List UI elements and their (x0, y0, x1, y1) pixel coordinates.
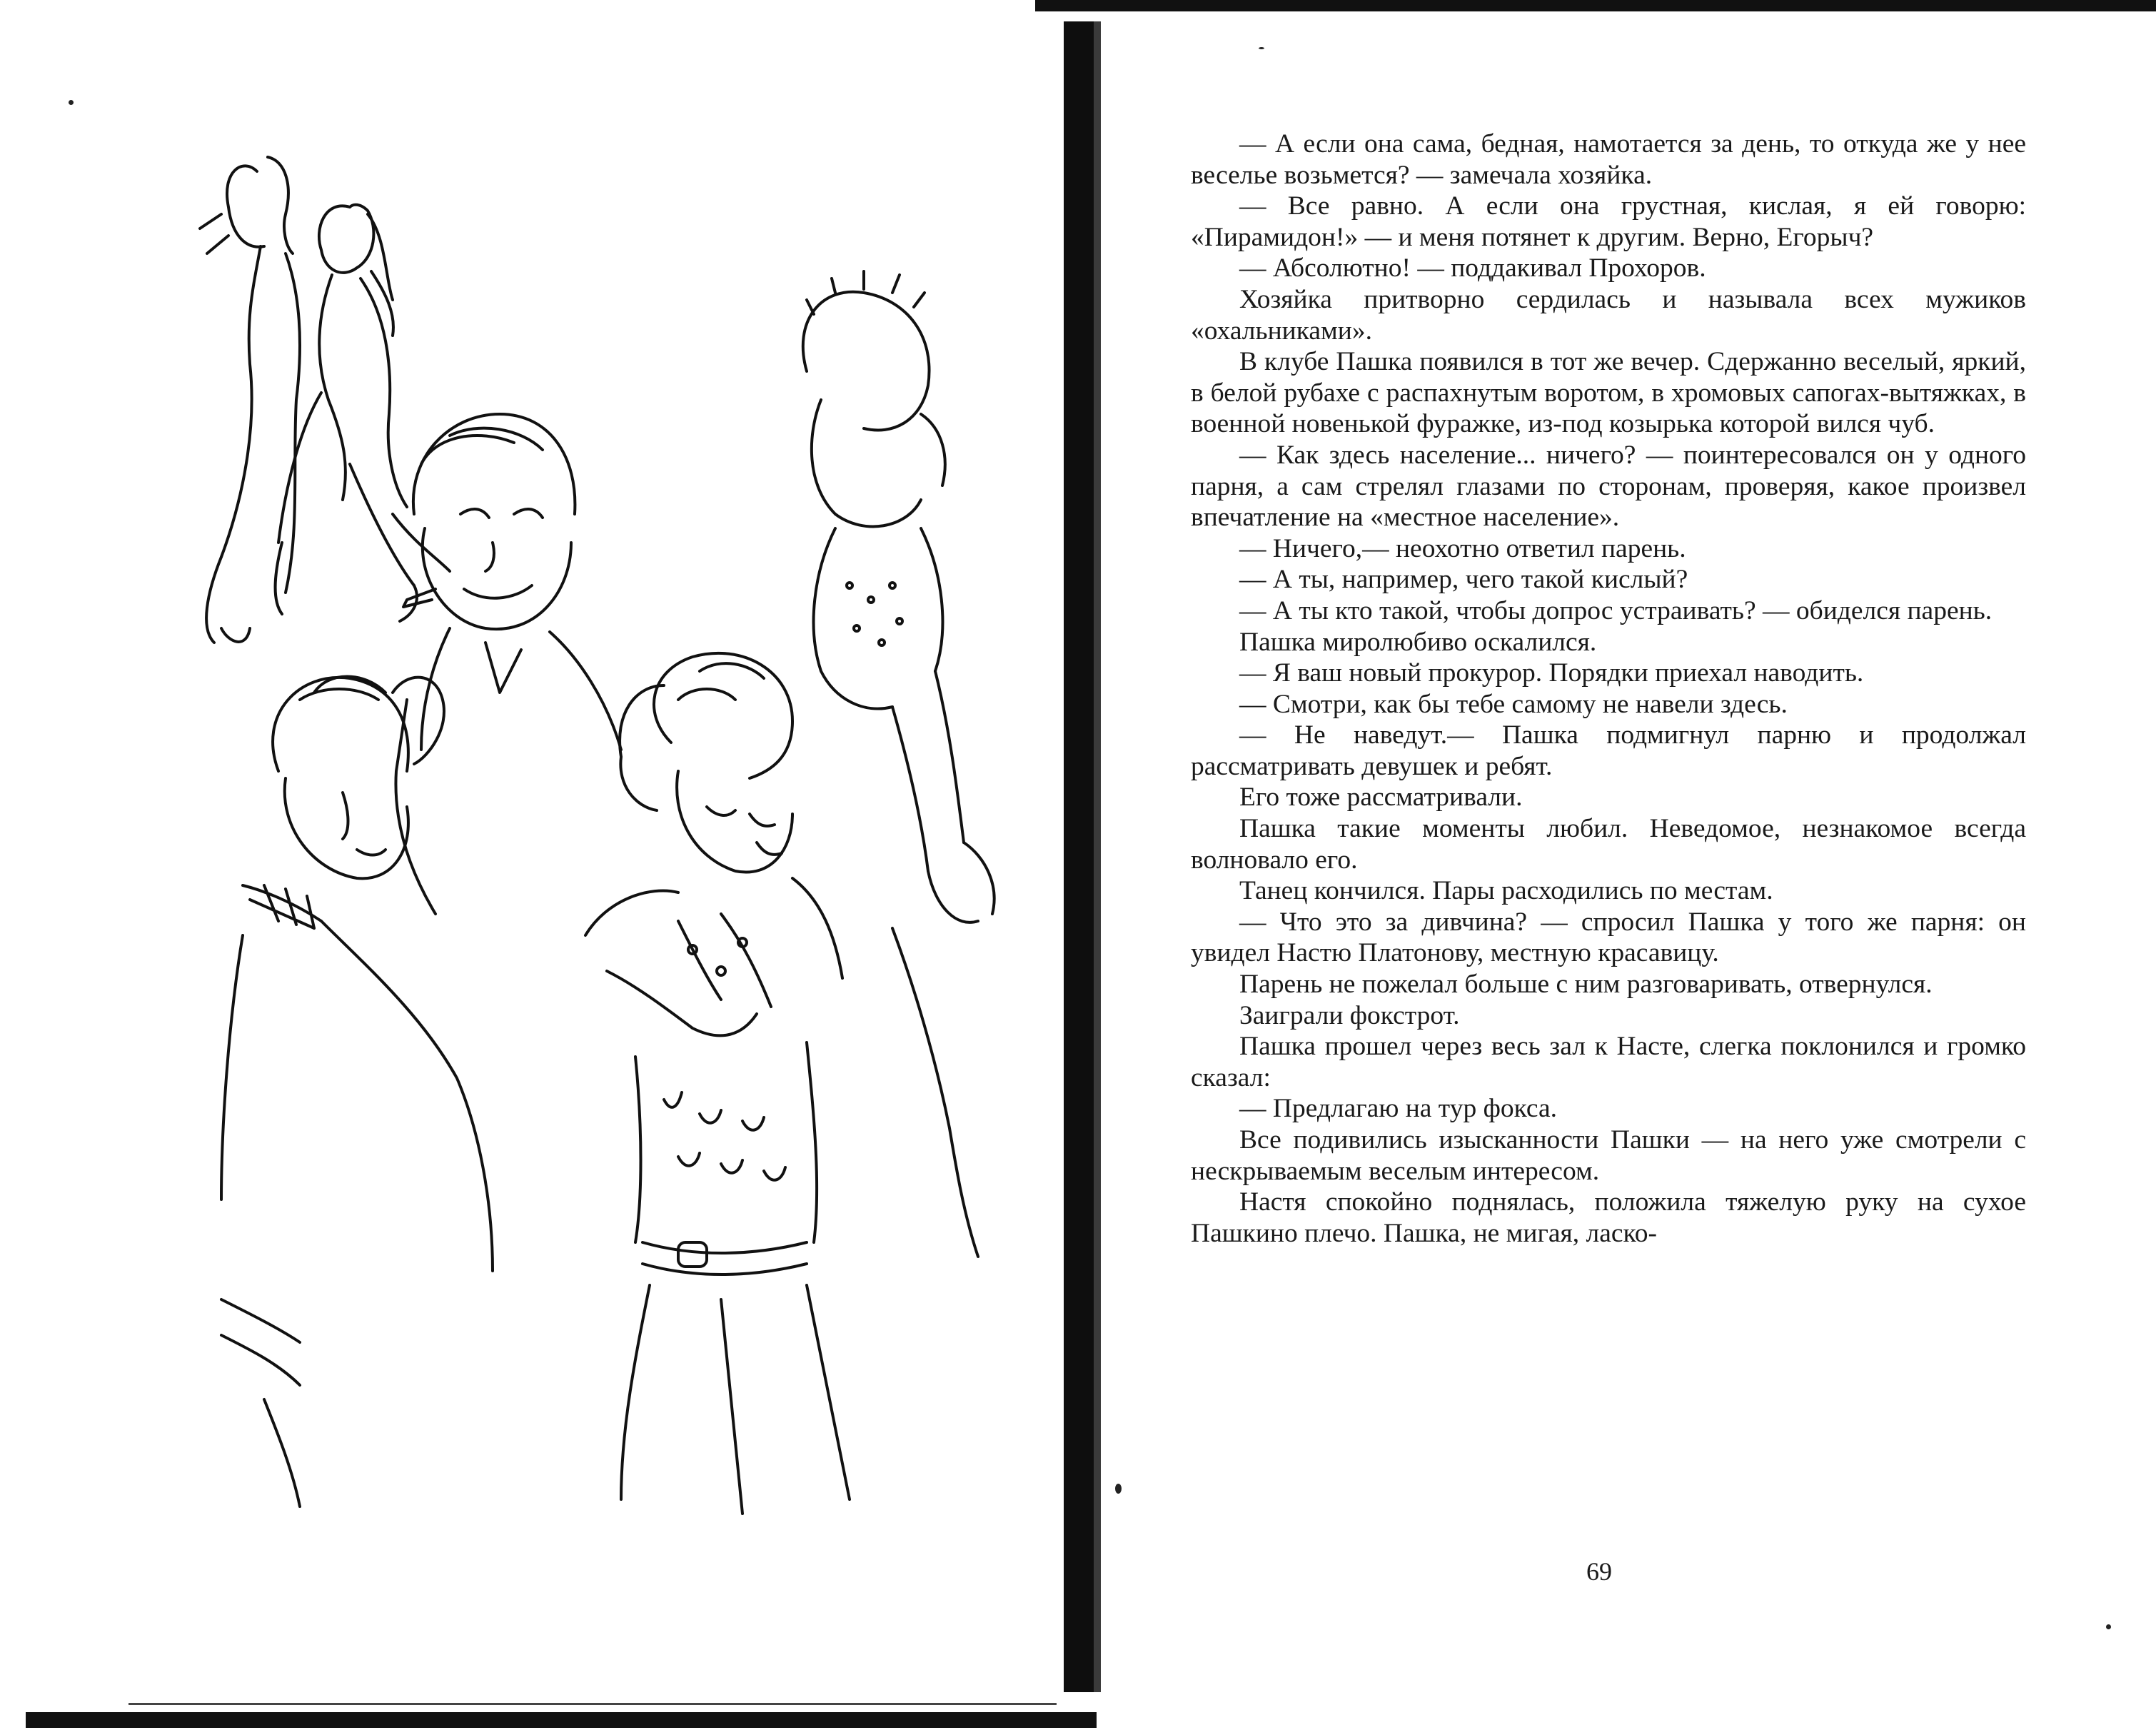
paragraph: Парень не пожелал больше с ним разговаривать, отвернулся. (1239, 970, 1933, 1000)
paragraph: Настя спокойно поднялась, положила тяжелую руку на сухое Пашкино плечо. Пашка, не мигая, ласко- (1191, 1187, 2026, 1248)
book-gutter (1064, 21, 1094, 1692)
speck (2106, 1624, 2111, 1629)
paragraph: — А ты кто такой, чтобы допрос устраивать? — обиделся парень. (1239, 595, 1993, 625)
paragraph: — Что это за дивчина? — спросил Пашка у того же парня: он увидел Настю Платонову, местную красавицу. (1191, 907, 2026, 968)
paragraph: — А ты, например, чего такой кислый? (1239, 565, 1688, 595)
paragraph: — Как здесь население... ничего? — поинтересовался он у одного парня, а сам стрелял глазами по сторонам, проверяя, какое произвел впечатление на «местное население». (1191, 440, 2026, 533)
paragraph: Пашка миролюбиво оскалился. (1239, 627, 1597, 657)
smiling-man-figure (393, 414, 621, 914)
scan-edge-bottom (26, 1712, 1097, 1728)
page-number: 69 (1586, 1557, 1612, 1586)
paragraph: — Ничего,— неохотно ответил парень. (1239, 533, 1686, 563)
curly-haired-woman-figure (585, 653, 850, 1514)
book-gutter-shadow (1094, 21, 1101, 1692)
paragraph: Его тоже рассматривали. (1239, 783, 1523, 813)
paragraph: — Не наведут.— Пашка подмигнул парню и продолжал рассматривать девушек и ребят. (1191, 720, 2026, 781)
paragraph: — Смотри, как бы тебе самому не навели здесь. (1239, 689, 1788, 719)
paragraph: — А если она сама, бедная, намотается за день, то откуда же у нее веселье возьмется? — замечала хозяйка. (1191, 129, 2026, 190)
speck (69, 100, 74, 105)
scan-edge-top (1035, 0, 2156, 11)
paragraph: — Абсолютно! — поддакивал Прохоров. (1239, 253, 1706, 283)
scan-edge-bottom-thin (129, 1703, 1057, 1705)
paragraph: Хозяйка притворно сердилась и называла всех мужиков «охальниками». (1191, 284, 2026, 346)
paragraph: Пашка прошел через весь зал к Насте, слегка поклонился и громко сказал: (1191, 1032, 2026, 1092)
speck (1115, 1484, 1122, 1494)
boy-figure (221, 677, 493, 1507)
paragraph: — Все равно. А если она грустная, кислая, я ей говорю: «Пирамидон!» — и меня потянет к другим. Верно, Егорыч? (1191, 191, 2026, 252)
paragraph: Пашка такие моменты любил. Неведомое, незнакомое всегда волновало его. (1191, 814, 2026, 875)
dance-scene-illustration (178, 129, 1035, 1542)
paragraph: — Предлагаю на тур фокса. (1239, 1094, 1558, 1124)
child-on-shoulders-figure (803, 271, 994, 1257)
paragraph: В клубе Пашка появился в тот же вечер. Сдержанно веселый, яркий, в белой рубахе с распахнутым воротом, в хромовых сапогах-вытяжках, в военной новенькой фуражке, из-под козырька которой вился чуб. (1191, 347, 2026, 439)
paragraph: Все подивились изысканности Пашки — на него уже смотрели с нескрываемым веселым интересом. (1191, 1125, 2026, 1186)
paragraph: — Я ваш новый прокурор. Порядки приехал наводить. (1239, 658, 1864, 688)
page-text (1191, 129, 2026, 1249)
dancing-couple-figure (200, 157, 450, 643)
paragraph: Заиграли фокстрот. (1239, 1000, 1460, 1030)
paragraph: Танец кончился. Пары расходились по местам. (1239, 876, 1773, 906)
speck (1259, 47, 1264, 49)
